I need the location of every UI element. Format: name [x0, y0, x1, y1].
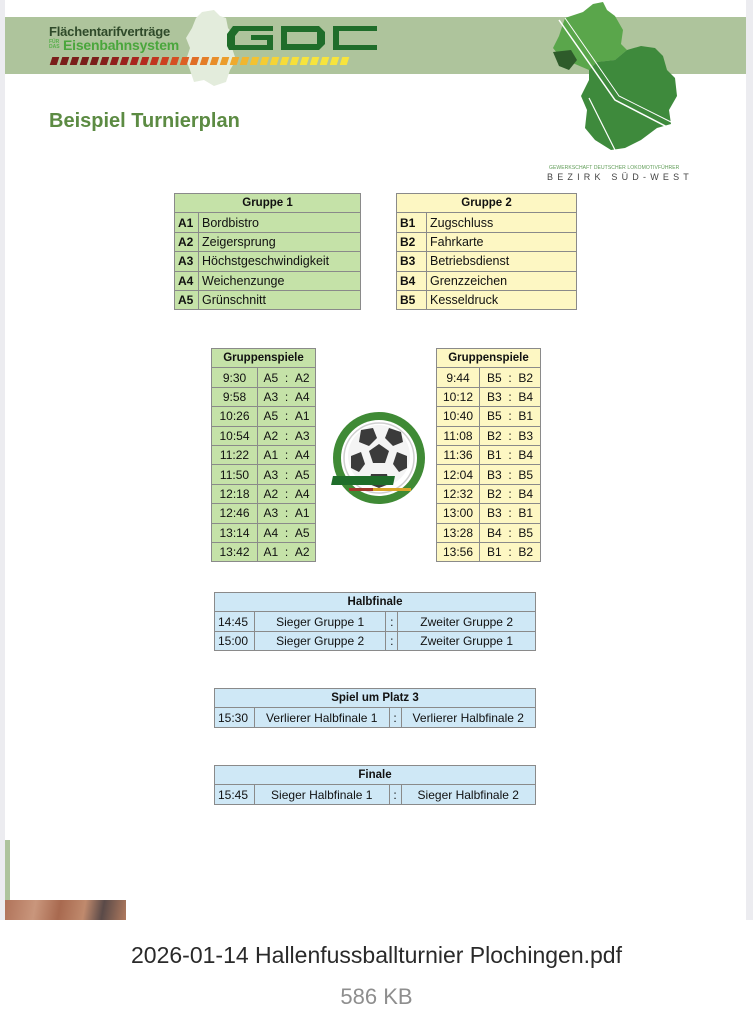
stripe — [330, 57, 340, 65]
match-row — [437, 465, 541, 484]
district-name: BEZIRK SÜD-WEST — [547, 172, 694, 182]
page-title: Beispiel Turnierplan — [49, 110, 240, 132]
match-separator: : — [508, 389, 512, 404]
match-row — [437, 484, 541, 503]
match-row — [212, 426, 316, 445]
schedule-title: Gruppenspiele — [212, 349, 316, 368]
away-team: B4 — [518, 486, 534, 501]
match-row — [212, 542, 316, 561]
home-team: Verlierer Halbfinale 1 — [255, 708, 390, 727]
group-2-schedule — [436, 348, 541, 562]
away-team: A4 — [294, 486, 310, 501]
stripe — [300, 57, 310, 65]
match-pairing — [480, 542, 541, 561]
home-team: A1 — [263, 448, 279, 463]
match-separator: : — [508, 448, 512, 463]
stripe — [190, 57, 200, 65]
match-time: 9:30 — [212, 368, 258, 387]
semifinal-table — [214, 592, 536, 651]
match-time: 13:42 — [212, 542, 258, 561]
match-pairing — [258, 445, 316, 464]
match-pairing — [480, 445, 541, 464]
away-team: A5 — [294, 467, 310, 482]
match-row — [212, 523, 316, 542]
match-separator: : — [389, 708, 401, 727]
group-2-table — [396, 193, 577, 310]
match-separator: : — [386, 631, 398, 650]
stripe — [160, 57, 170, 65]
match-time: 10:12 — [437, 387, 480, 406]
stripe — [310, 57, 320, 65]
stripe — [260, 57, 270, 65]
home-team: B3 — [486, 506, 502, 521]
away-team: Verlierer Halbfinale 2 — [401, 708, 536, 727]
file-name: 2026-01-14 Hallenfussballturnier Plochingen.pdf — [131, 942, 622, 968]
knockout-title: Halbfinale — [215, 593, 536, 612]
match-row — [437, 523, 541, 542]
match-time: 13:14 — [212, 523, 258, 542]
match-row — [212, 504, 316, 523]
home-team: A1 — [263, 545, 279, 560]
match-time: 13:28 — [437, 523, 480, 542]
away-team: Zweiter Gruppe 1 — [398, 631, 536, 650]
union-name: GEWERKSCHAFT DEUTSCHER LOKOMOTIVFÜHRER — [549, 165, 680, 171]
team-code: B2 — [397, 232, 427, 251]
third-place-table — [214, 688, 536, 728]
match-pairing — [258, 387, 316, 406]
match-time: 11:22 — [212, 445, 258, 464]
home-team: A3 — [263, 506, 279, 521]
match-row — [437, 542, 541, 561]
match-row — [212, 484, 316, 503]
match-row — [437, 407, 541, 426]
file-size: 586 KB — [340, 984, 413, 1009]
match-time: 15:45 — [215, 785, 255, 804]
team-row — [397, 290, 577, 309]
team-row — [175, 232, 361, 251]
match-pairing — [480, 407, 541, 426]
match-pairing — [480, 523, 541, 542]
final-table — [214, 765, 536, 805]
match-pairing — [258, 465, 316, 484]
match-row — [437, 387, 541, 406]
stripe — [50, 57, 60, 65]
home-team: A4 — [263, 525, 279, 540]
team-row — [397, 252, 577, 271]
away-team: B1 — [518, 506, 534, 521]
knockout-title: Spiel um Platz 3 — [215, 689, 536, 708]
match-time: 10:54 — [212, 426, 258, 445]
team-row — [175, 290, 361, 309]
match-time: 13:00 — [437, 504, 480, 523]
stripe — [90, 57, 100, 65]
football-logo-icon — [331, 410, 427, 506]
group-title: Gruppe 2 — [397, 194, 577, 213]
match-separator: : — [508, 486, 512, 501]
match-separator: : — [284, 525, 289, 540]
match-separator: : — [284, 506, 289, 521]
match-pairing — [480, 504, 541, 523]
match-time: 11:08 — [437, 426, 480, 445]
stripe — [110, 57, 120, 65]
team-code: B3 — [397, 252, 427, 271]
match-time: 15:30 — [215, 708, 255, 727]
match-separator: : — [508, 506, 512, 521]
group-1-table — [174, 193, 361, 310]
pdf-page[interactable] — [5, 0, 746, 920]
stripe — [70, 57, 80, 65]
match-time: 15:00 — [215, 631, 255, 650]
home-team: B3 — [486, 467, 502, 482]
stripe — [280, 57, 290, 65]
match-pairing — [258, 407, 316, 426]
match-separator: : — [284, 545, 289, 560]
away-team: A3 — [294, 428, 310, 443]
team-code: B1 — [397, 213, 427, 232]
group-title: Gruppe 1 — [175, 194, 361, 213]
match-time: 12:18 — [212, 484, 258, 503]
team-code: B4 — [397, 271, 427, 290]
home-team: B1 — [486, 448, 502, 463]
team-name: Kesseldruck — [427, 290, 577, 309]
match-separator: : — [284, 486, 289, 501]
home-team: A5 — [263, 409, 279, 424]
brand-prefix: FÜR DAS — [49, 39, 60, 50]
match-separator: : — [284, 467, 289, 482]
match-pairing — [480, 426, 541, 445]
brand-stripes — [51, 57, 348, 65]
match-row — [212, 368, 316, 387]
stripe — [250, 57, 260, 65]
team-row — [397, 271, 577, 290]
group-1-schedule — [211, 348, 316, 562]
home-team: B3 — [486, 389, 502, 404]
match-row — [212, 465, 316, 484]
team-code: A4 — [175, 271, 199, 290]
match-pairing — [258, 504, 316, 523]
gdl-logo — [223, 24, 379, 52]
next-page-accent — [5, 840, 10, 900]
away-team: A5 — [294, 525, 310, 540]
stripe — [130, 57, 140, 65]
match-separator: : — [284, 370, 289, 385]
match-time: 12:32 — [437, 484, 480, 503]
match-row — [437, 504, 541, 523]
schedule-title: Gruppenspiele — [437, 349, 541, 368]
match-pairing — [480, 368, 541, 387]
away-team: A1 — [294, 409, 310, 424]
match-time: 10:26 — [212, 407, 258, 426]
match-separator: : — [284, 389, 289, 404]
away-team: B2 — [518, 545, 534, 560]
away-team: B2 — [518, 370, 534, 385]
team-name: Höchstgeschwindigkeit — [199, 252, 361, 271]
brand-title: Flächentarifverträge — [49, 24, 170, 39]
match-pairing — [258, 368, 316, 387]
away-team: B4 — [518, 389, 534, 404]
stripe — [170, 57, 180, 65]
away-team: B3 — [518, 428, 534, 443]
match-separator: : — [508, 409, 512, 424]
team-name: Bordbistro — [199, 213, 361, 232]
team-code: A2 — [175, 232, 199, 251]
match-time: 11:50 — [212, 465, 258, 484]
home-team: Sieger Gruppe 1 — [255, 612, 386, 631]
home-team: Sieger Halbfinale 1 — [255, 785, 390, 804]
match-separator: : — [284, 409, 289, 424]
match-row — [215, 785, 536, 804]
home-team: A2 — [263, 428, 279, 443]
stripe — [120, 57, 130, 65]
match-pairing — [480, 387, 541, 406]
team-name: Weichenzunge — [199, 271, 361, 290]
match-pairing — [480, 484, 541, 503]
stripe — [200, 57, 210, 65]
away-team: B5 — [518, 525, 534, 540]
team-name: Fahrkarte — [427, 232, 577, 251]
away-team: A4 — [294, 448, 310, 463]
team-row — [397, 232, 577, 251]
match-separator: : — [508, 545, 512, 560]
away-team: A1 — [294, 506, 310, 521]
match-pairing — [258, 542, 316, 561]
away-team: A2 — [294, 545, 310, 560]
stripe — [100, 57, 110, 65]
match-separator: : — [386, 612, 398, 631]
home-team: A3 — [263, 467, 279, 482]
match-time: 12:46 — [212, 504, 258, 523]
match-time: 14:45 — [215, 612, 255, 631]
stripe — [320, 57, 330, 65]
match-separator: : — [508, 525, 512, 540]
brand-subtitle: Eisenbahnsystem — [63, 37, 180, 53]
home-team: B2 — [486, 486, 502, 501]
stripe — [240, 57, 250, 65]
team-code: B5 — [397, 290, 427, 309]
stripe — [230, 57, 240, 65]
home-team: A2 — [263, 486, 279, 501]
match-separator: : — [508, 428, 512, 443]
team-row — [175, 252, 361, 271]
match-separator: : — [508, 370, 512, 385]
home-team: B1 — [486, 545, 502, 560]
team-row — [175, 271, 361, 290]
team-row — [175, 213, 361, 232]
stripe — [180, 57, 190, 65]
match-separator: : — [284, 428, 289, 443]
team-name: Zugschluss — [427, 213, 577, 232]
match-row — [437, 445, 541, 464]
home-team: Sieger Gruppe 2 — [255, 631, 386, 650]
home-team: B4 — [486, 525, 502, 540]
match-row — [212, 445, 316, 464]
match-row — [215, 708, 536, 727]
away-team: B1 — [518, 409, 534, 424]
knockout-title: Finale — [215, 766, 536, 785]
away-team: B4 — [518, 448, 534, 463]
team-name: Grenzzeichen — [427, 271, 577, 290]
home-team: B2 — [486, 428, 502, 443]
region-map-icon — [545, 0, 685, 155]
home-team: B5 — [486, 370, 502, 385]
stripe — [140, 57, 150, 65]
stripe — [80, 57, 90, 65]
team-code: A5 — [175, 290, 199, 309]
match-separator: : — [508, 467, 512, 482]
away-team: B5 — [518, 467, 534, 482]
next-page-photo — [5, 900, 126, 920]
away-team: A4 — [294, 389, 310, 404]
stripe — [290, 57, 300, 65]
match-pairing — [258, 523, 316, 542]
match-separator: : — [284, 448, 289, 463]
match-row — [437, 368, 541, 387]
match-row — [215, 631, 536, 650]
home-team: A3 — [263, 389, 279, 404]
match-time: 9:44 — [437, 368, 480, 387]
team-name: Zeigersprung — [199, 232, 361, 251]
stripe — [150, 57, 160, 65]
match-time: 13:56 — [437, 542, 480, 561]
team-code: A1 — [175, 213, 199, 232]
stripe — [220, 57, 230, 65]
match-row — [212, 407, 316, 426]
team-name: Grünschnitt — [199, 290, 361, 309]
away-team: Sieger Halbfinale 2 — [401, 785, 536, 804]
match-time: 12:04 — [437, 465, 480, 484]
match-pairing — [258, 484, 316, 503]
match-row — [215, 612, 536, 631]
away-team: A2 — [294, 370, 310, 385]
match-pairing — [480, 465, 541, 484]
match-row — [212, 387, 316, 406]
stripe — [60, 57, 70, 65]
home-team: A5 — [263, 370, 279, 385]
stripe — [210, 57, 220, 65]
stripe — [340, 57, 350, 65]
away-team: Zweiter Gruppe 2 — [398, 612, 536, 631]
stripe — [270, 57, 280, 65]
team-row — [397, 213, 577, 232]
home-team: B5 — [486, 409, 502, 424]
match-row — [437, 426, 541, 445]
team-name: Betriebsdienst — [427, 252, 577, 271]
match-time: 10:40 — [437, 407, 480, 426]
team-code: A3 — [175, 252, 199, 271]
match-pairing — [258, 426, 316, 445]
match-time: 11:36 — [437, 445, 480, 464]
match-time: 9:58 — [212, 387, 258, 406]
page-gutter-right — [746, 0, 753, 920]
match-separator: : — [389, 785, 401, 804]
